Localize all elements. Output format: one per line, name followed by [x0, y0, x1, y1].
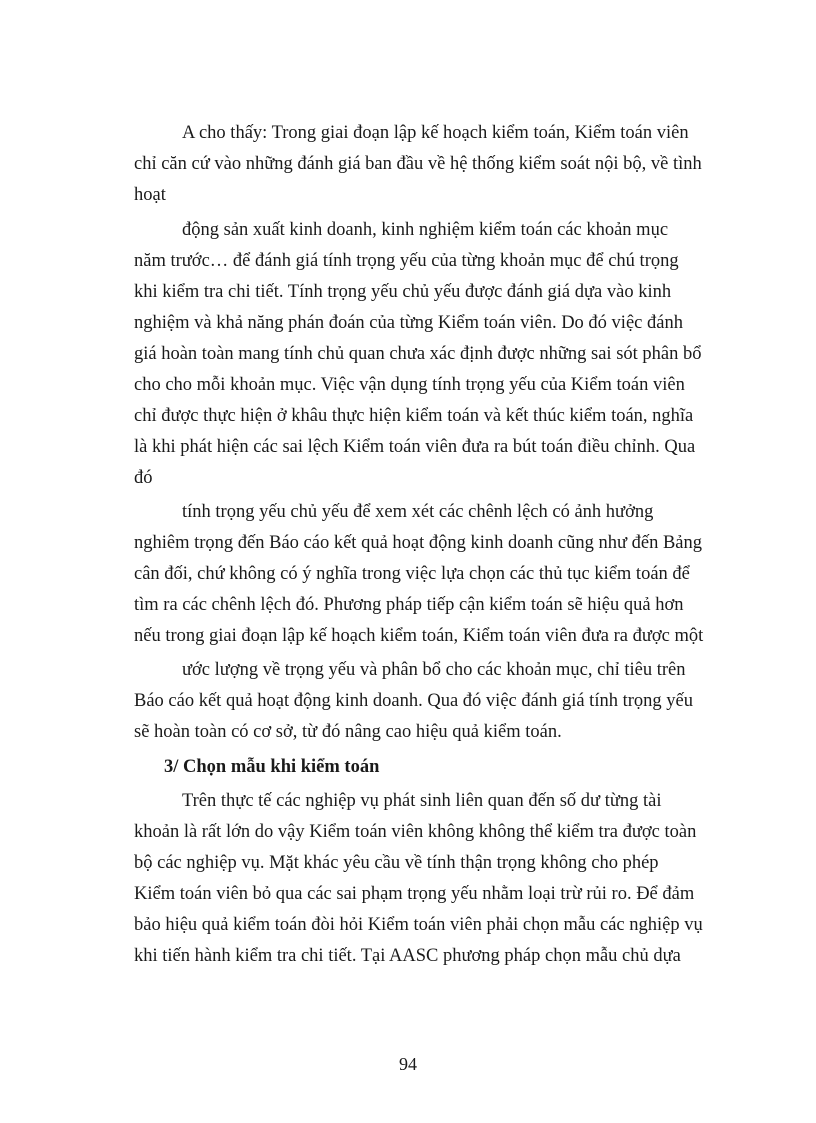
paragraph-5-line-5: bảo hiệu quả kiểm toán đòi hỏi Kiểm toán viên phải chọn mẫu các nghiệp vụ [134, 915, 703, 935]
paragraph-3-line-5: nếu trong giai đoạn lập kế hoạch kiểm toán, Kiểm toán viên đưa ra được một [134, 626, 704, 646]
paragraph-2-line-4: nghiệm và khả năng phán đoán của từng Kiểm toán viên. Do đó việc đánh [134, 313, 683, 333]
paragraph-3-line-2: nghiêm trọng đến Báo cáo kết quả hoạt động kinh doanh cũng như đến Bảng [134, 533, 702, 553]
paragraph-4-line-2: Báo cáo kết quả hoạt động kinh doanh. Qua đó việc đánh giá tính trọng yếu [134, 691, 693, 711]
paragraph-2-line-5: giá hoàn toàn mang tính chủ quan chưa xác định được những sai sót phân bổ [134, 344, 702, 364]
paragraph-2-line-9: đó [134, 468, 153, 488]
paragraph-5-line-6: khi tiến hành kiểm tra chi tiết. Tại AASC phương pháp chọn mẫu chủ dựa [134, 946, 681, 966]
paragraph-2-line-8: là khi phát hiện các sai lệch Kiểm toán viên đưa ra bút toán điều chỉnh. Qua [134, 437, 696, 457]
paragraph-3-line-4: tìm ra các chênh lệch đó. Phương pháp tiếp cận kiểm toán sẽ hiệu quả hơn [134, 595, 684, 615]
paragraph-2-line-2: năm trước… để đánh giá tính trọng yếu của từng khoản mục để chú trọng [134, 251, 679, 271]
paragraph-1-line-3: hoạt [134, 185, 166, 205]
paragraph-3-line-1: tính trọng yếu chủ yếu để xem xét các chênh lệch có ảnh hưởng [182, 502, 654, 522]
paragraph-5-line-4: Kiểm toán viên bỏ qua các sai phạm trọng yếu nhằm loại trừ rủi ro. Để đảm [134, 884, 695, 904]
paragraph-3-line-3: cân đối, chứ không có ý nghĩa trong việc lựa chọn các thủ tục kiểm toán để [134, 564, 690, 584]
section-heading: 3/ Chọn mẫu khi kiểm toán [164, 757, 380, 777]
paragraph-4-line-1: ước lượng về trọng yếu và phân bổ cho các khoản mục, chỉ tiêu trên [182, 660, 686, 680]
page-number: 94 [399, 1054, 417, 1074]
paragraph-2-line-7: chỉ được thực hiện ở khâu thực hiện kiểm toán và kết thúc kiểm toán, nghĩa [134, 406, 694, 426]
paragraph-2-line-6: cho cho mỗi khoản mục. Việc vận dụng tính trọng yếu của Kiểm toán viên [134, 375, 685, 395]
paragraph-4-line-3: sẽ hoàn toàn có cơ sở, từ đó nâng cao hiệu quả kiểm toán. [134, 722, 562, 742]
paragraph-2-line-1: động sản xuất kinh doanh, kinh nghiệm kiểm toán các khoản mục [182, 220, 669, 240]
paragraph-5-line-1: Trên thực tế các nghiệp vụ phát sinh liên quan đến số dư từng tài [182, 791, 662, 811]
paragraph-1-line-2: chỉ căn cứ vào những đánh giá ban đầu về hệ thống kiểm soát nội bộ, về tình [134, 154, 702, 174]
paragraph-1-line-1: A cho thấy: Trong giai đoạn lập kế hoạch kiểm toán, Kiểm toán viên [182, 123, 689, 143]
paragraph-5-line-3: bộ các nghiệp vụ. Mặt khác yêu cầu về tính thận trọng không cho phép [134, 853, 659, 873]
paragraph-2-line-3: khi kiểm tra chi tiết. Tính trọng yếu chủ yếu được đánh giá dựa vào kinh [134, 282, 672, 302]
paragraph-5-line-2: khoản là rất lớn do vậy Kiểm toán viên không không thể kiểm tra được toàn [134, 822, 697, 842]
